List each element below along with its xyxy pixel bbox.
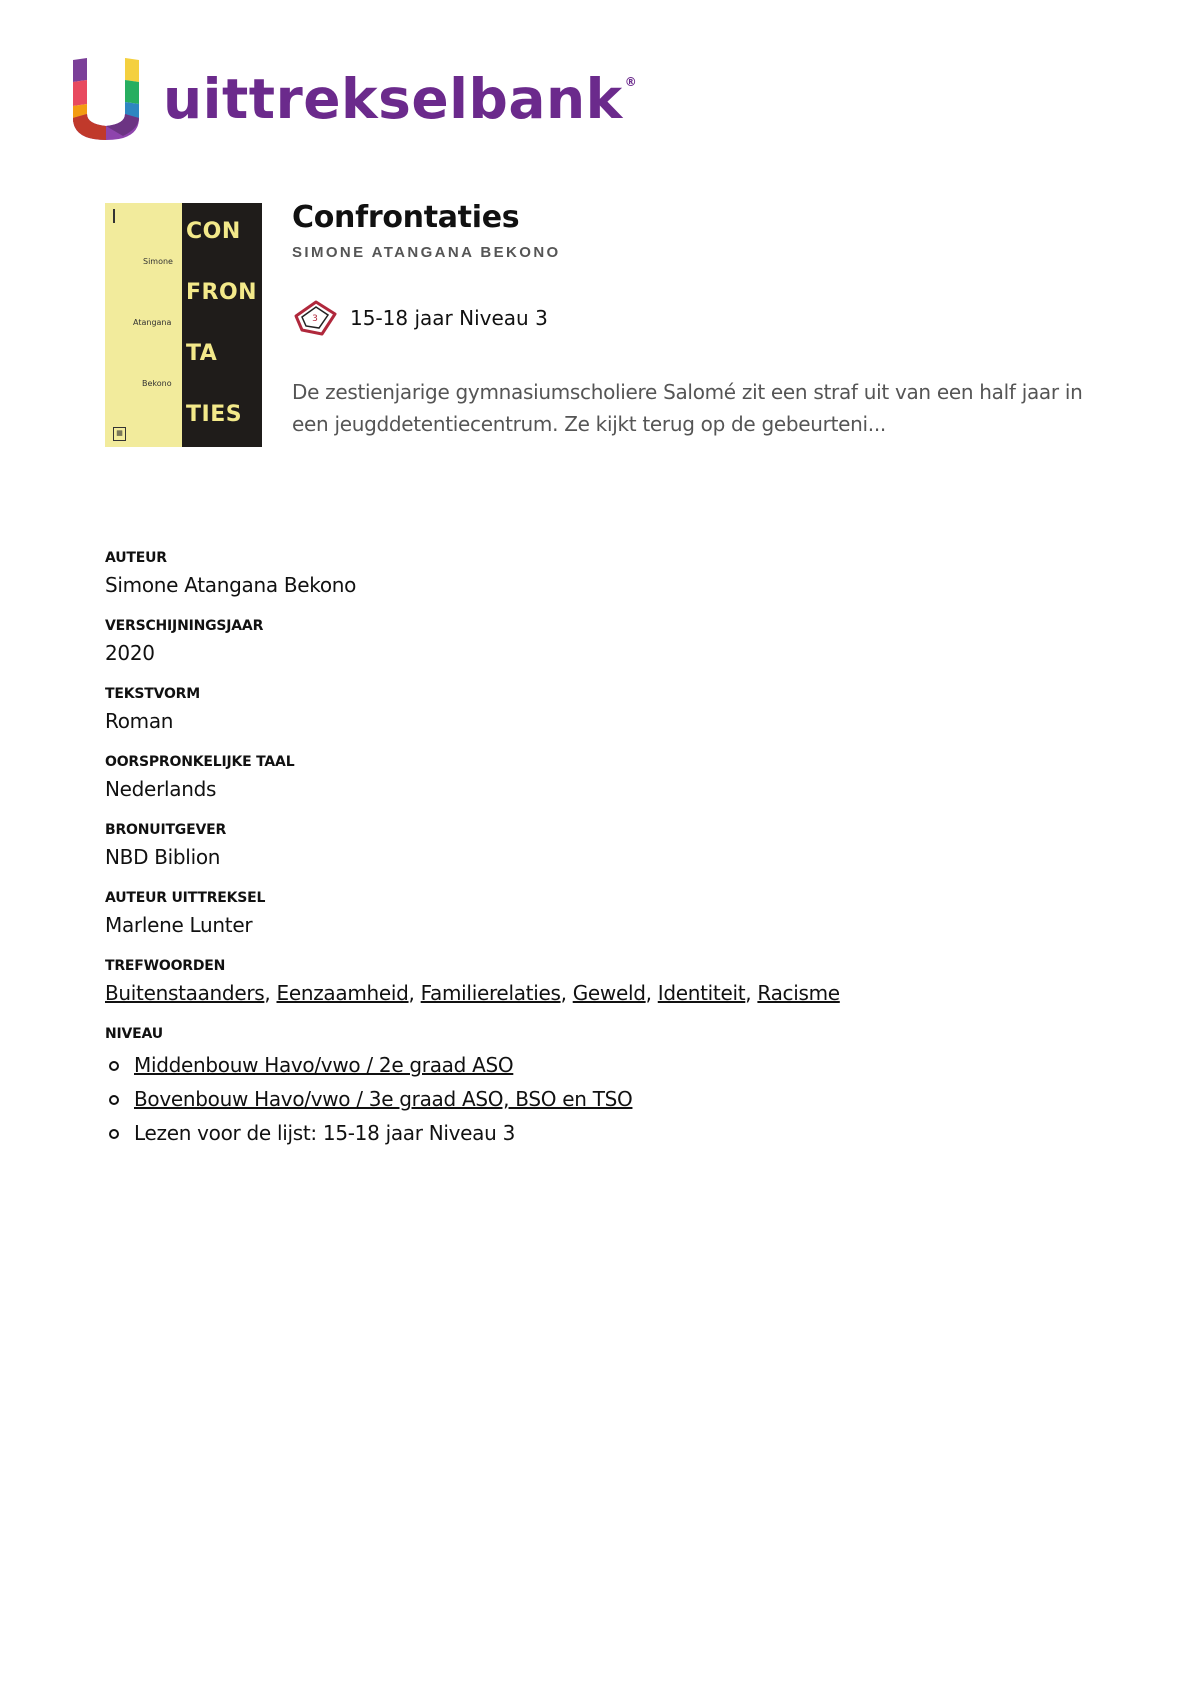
book-cover-image[interactable] <box>105 203 262 447</box>
reading-level-badge-icon <box>292 298 338 338</box>
keyword-link[interactable]: Buitenstaanders <box>105 981 265 1005</box>
keyword-separator: , <box>408 981 421 1005</box>
niveau-item <box>105 1082 1105 1116</box>
field-bronuitgever <box>105 820 1105 872</box>
book-author-caps: SIMONE ATANGANA BEKONO <box>292 244 561 261</box>
keyword-link[interactable]: Racisme <box>757 981 840 1005</box>
keyword-separator: , <box>560 981 573 1005</box>
niveau-link[interactable]: Middenbouw Havo/vwo / 2e graad ASO <box>134 1053 514 1077</box>
cover-spine-mark <box>113 209 115 223</box>
book-summary: De zestienjarige gymnasiumscholiere Salomé zit een straf uit van een half jaar in een jeugddetentiecentrum. Ze kijkt terug op de gebeurteni... <box>292 380 1083 436</box>
niveau-text: Lezen voor de lijst: 15-18 jaar Niveau 3 <box>134 1121 515 1145</box>
bullet-icon <box>109 1129 119 1139</box>
keyword-link[interactable]: Geweld <box>572 981 646 1005</box>
uittrekselbank-logo[interactable] <box>73 58 637 140</box>
field-auteur <box>105 548 1105 600</box>
field-label: TREFWOORDEN <box>105 958 226 974</box>
keyword-separator: , <box>645 981 658 1005</box>
field-label: OORSPRONKELIJKE TAAL <box>105 754 295 770</box>
cover-author-word: Simone <box>143 257 173 266</box>
keyword-link[interactable]: Identiteit <box>657 981 746 1005</box>
bullet-icon <box>109 1095 119 1105</box>
field-value: 2020 <box>105 641 155 665</box>
field-label: AUTEUR UITTREKSEL <box>105 890 266 906</box>
field-niveau <box>105 1024 1105 1150</box>
field-oorspronkelijke-taal <box>105 752 1105 804</box>
bullet-icon <box>109 1061 119 1071</box>
cover-publisher-logo: ▦ <box>113 427 126 441</box>
field-verschijningsjaar <box>105 616 1105 668</box>
keyword-separator: , <box>745 981 758 1005</box>
field-label: VERSCHIJNINGSJAAR <box>105 618 264 634</box>
field-value: Nederlands <box>105 777 217 801</box>
reading-level <box>292 298 548 338</box>
cover-author-word: Atangana <box>133 318 172 327</box>
field-value: Marlene Lunter <box>105 913 253 937</box>
cover-title-word: TA <box>186 341 218 366</box>
reading-level-text: 15-18 jaar Niveau 3 <box>350 306 548 330</box>
brand-name: uittrekselbank ® <box>163 66 638 131</box>
field-auteur-uittreksel <box>105 888 1105 940</box>
field-value: NBD Biblion <box>105 845 221 869</box>
uittrekselbank-u-logo-icon <box>73 58 139 140</box>
field-trefwoorden <box>105 956 1105 1008</box>
niveau-item <box>105 1116 1105 1150</box>
field-label: AUTEUR <box>105 550 167 566</box>
book-details <box>105 548 1105 1166</box>
field-tekstvorm <box>105 684 1105 736</box>
field-label: NIVEAU <box>105 1026 163 1042</box>
niveau-item <box>105 1048 1105 1082</box>
book-title[interactable]: Confrontaties <box>292 200 520 235</box>
niveau-list <box>105 1048 1105 1150</box>
cover-title-word: TIES <box>186 402 243 427</box>
keyword-list <box>105 978 1105 1008</box>
field-value: Simone Atangana Bekono <box>105 573 357 597</box>
level-badge-number: 3 <box>312 314 318 324</box>
cover-author-word: Bekono <box>142 379 172 388</box>
niveau-link[interactable]: Bovenbouw Havo/vwo / 3e graad ASO, BSO en TSO <box>134 1087 633 1111</box>
keyword-link[interactable]: Eenzaamheid <box>276 981 409 1005</box>
cover-title-word: FRON <box>186 280 258 305</box>
field-label: TEKSTVORM <box>105 686 200 702</box>
cover-title-word: CON <box>186 219 241 244</box>
keyword-link[interactable]: Familierelaties <box>420 981 561 1005</box>
field-value: Roman <box>105 709 174 733</box>
keyword-separator: , <box>264 981 277 1005</box>
field-label: BRONUITGEVER <box>105 822 227 838</box>
